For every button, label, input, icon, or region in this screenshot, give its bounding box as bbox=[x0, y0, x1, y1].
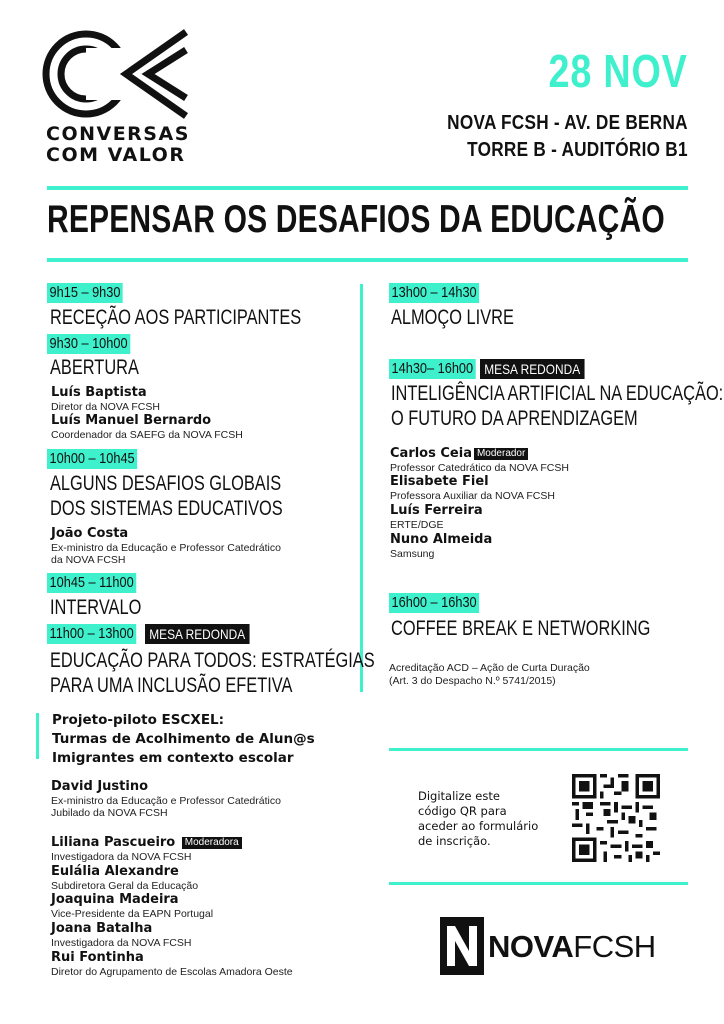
qr-code-icon[interactable] bbox=[572, 774, 660, 862]
round-table-badge: MESA REDONDA bbox=[480, 359, 584, 379]
speaker-role: Diretor do Agrupamento de Escolas Amadora Oeste bbox=[51, 966, 293, 978]
time-badge: 16h00 – 16h30 bbox=[389, 593, 479, 613]
time-badge: 10h00 – 10h45 bbox=[47, 449, 137, 469]
speaker bbox=[51, 526, 281, 566]
speaker-role: Jubilado da NOVA FCSH bbox=[51, 807, 168, 819]
qr-instructions bbox=[418, 789, 538, 849]
session-title-line: PARA UMA INCLUSÃO EFETIVA bbox=[50, 674, 293, 697]
speaker-name: Luís Ferreira bbox=[390, 503, 483, 518]
session-title: COFFEE BREAK E NETWORKING bbox=[391, 617, 651, 640]
speaker-role: da NOVA FCSH bbox=[51, 554, 126, 566]
qr-instructions-line: Digitalize este bbox=[418, 789, 500, 803]
speaker bbox=[51, 864, 198, 892]
speaker-name: Elisabete Fiel bbox=[390, 474, 489, 489]
speaker bbox=[51, 921, 191, 949]
round-table-badge: MESA REDONDA bbox=[145, 624, 249, 644]
speaker-role: Investigadora da NOVA FCSH bbox=[51, 851, 192, 863]
speaker bbox=[390, 503, 483, 531]
speaker-name: Nuno Almeida bbox=[390, 532, 493, 547]
accreditation-note bbox=[389, 662, 590, 688]
speaker-role: Ex-ministro da Educação e Professor Catedrático bbox=[51, 542, 281, 554]
project-line: Imigrantes em contexto escolar bbox=[52, 750, 294, 766]
time-badge: 9h15 – 9h30 bbox=[47, 283, 123, 303]
speaker-name: Eulália Alexandre bbox=[51, 864, 179, 879]
nova-logo-bold: NOVA bbox=[488, 929, 574, 964]
session-title bbox=[391, 381, 723, 431]
speaker bbox=[390, 446, 569, 474]
speaker-name: Joana Batalha bbox=[51, 921, 153, 936]
speaker bbox=[390, 474, 555, 502]
session-title-line: INTELIGÊNCIA ARTIFICIAL NA EDUCAÇÃO: bbox=[391, 382, 724, 405]
speaker-name: Liliana Pascueiro bbox=[51, 835, 176, 850]
speaker-role: ERTE/DGE bbox=[390, 519, 444, 531]
project-line: Projeto-piloto ESCXEL: bbox=[52, 712, 225, 728]
speaker bbox=[51, 892, 213, 920]
column-divider bbox=[360, 284, 363, 692]
session-title: INTERVALO bbox=[50, 596, 142, 619]
qr-instructions-line: de inscrição. bbox=[418, 834, 491, 848]
accreditation-line: (Art. 3 do Despacho N.º 5741/2015) bbox=[389, 675, 556, 687]
divider-top bbox=[47, 186, 688, 190]
session-title-line: DOS SISTEMAS EDUCATIVOS bbox=[50, 497, 283, 520]
moderator-badge: Moderador bbox=[474, 448, 528, 460]
speaker-role: Investigadora da NOVA FCSH bbox=[51, 937, 192, 949]
speaker-role: Vice-Presidente da EAPN Portugal bbox=[51, 908, 214, 920]
speaker-name: David Justino bbox=[51, 779, 149, 794]
speaker-name: Luís Manuel Bernardo bbox=[51, 413, 212, 428]
time-badge: 13h00 – 14h30 bbox=[389, 283, 479, 303]
nova-n-icon bbox=[440, 917, 484, 975]
speaker bbox=[390, 532, 492, 560]
session-title-line: EDUCAÇÃO PARA TODOS: ESTRATÉGIAS bbox=[50, 649, 375, 672]
project-title bbox=[52, 711, 315, 768]
time-badge: 11h00 – 13h00 bbox=[47, 624, 136, 644]
session-title: RECEÇÃO AOS PARTICIPANTES bbox=[50, 306, 302, 329]
divider-qr-bottom bbox=[389, 882, 688, 885]
session-title: ABERTURA bbox=[50, 356, 139, 379]
conversas-com-valor-logo-icon bbox=[40, 28, 190, 120]
speaker-role: Professora Auxiliar da NOVA FCSH bbox=[390, 490, 555, 502]
divider-qr-top bbox=[389, 748, 688, 751]
page-title: REPENSAR OS DESAFIOS DA EDUCAÇÃO bbox=[47, 198, 665, 241]
session-title bbox=[50, 471, 283, 521]
speaker bbox=[51, 835, 242, 863]
brand-line-1: CONVERSAS bbox=[46, 123, 190, 145]
speaker-role: Samsung bbox=[390, 548, 435, 560]
brand-line-2: COM VALOR bbox=[46, 144, 186, 166]
speaker-role: Ex-ministro da Educação e Professor Catedrático bbox=[51, 795, 281, 807]
speaker bbox=[51, 385, 160, 413]
venue-line-1: NOVA FCSH - AV. DE BERNA bbox=[447, 112, 688, 134]
speaker-name: Rui Fontinha bbox=[51, 950, 144, 965]
speaker-name: Joaquina Madeira bbox=[51, 892, 179, 907]
nova-fcsh-logo bbox=[440, 917, 656, 975]
nova-logo-light: FCSH bbox=[573, 929, 656, 964]
moderator-badge: Moderadora bbox=[182, 837, 242, 849]
project-accent-bar bbox=[36, 713, 39, 759]
session-title bbox=[50, 648, 375, 698]
qr-instructions-line: código QR para bbox=[418, 804, 507, 818]
session-title-line: O FUTURO DA APRENDIZAGEM bbox=[391, 407, 638, 430]
speaker-role: Professor Catedrático da NOVA FCSH bbox=[390, 462, 569, 474]
qr-instructions-line: aceder ao formulário bbox=[418, 819, 539, 833]
accreditation-line: Acreditação ACD – Ação de Curta Duração bbox=[389, 662, 590, 674]
session-title-line: ALGUNS DESAFIOS GLOBAIS bbox=[50, 472, 282, 495]
speaker-role: Diretor da NOVA FCSH bbox=[51, 401, 160, 413]
venue-line-2: TORRE B - AUDITÓRIO B1 bbox=[467, 139, 688, 161]
divider-title bbox=[47, 258, 688, 262]
speaker-name: João Costa bbox=[51, 526, 129, 541]
session-title: ALMOÇO LIVRE bbox=[391, 306, 514, 329]
event-date: 28 NOV bbox=[548, 45, 688, 97]
time-badge: 9h30 – 10h00 bbox=[47, 334, 130, 354]
time-badge: 10h45 – 11h00 bbox=[47, 573, 136, 593]
speaker-role: Subdiretora Geral da Educação bbox=[51, 880, 199, 892]
speaker bbox=[51, 950, 293, 978]
speaker bbox=[51, 779, 281, 819]
project-line: Turmas de Acolhimento de Alun@s bbox=[52, 731, 315, 747]
speaker bbox=[51, 413, 243, 441]
event-venue bbox=[447, 110, 688, 164]
speaker-name: Carlos Ceia bbox=[390, 446, 472, 461]
speaker-role: Coordenador da SAEFG da NOVA FCSH bbox=[51, 429, 243, 441]
brand-name bbox=[46, 124, 190, 166]
time-badge: 14h30– 16h00 bbox=[389, 359, 476, 379]
speaker-name: Luís Baptista bbox=[51, 385, 147, 400]
